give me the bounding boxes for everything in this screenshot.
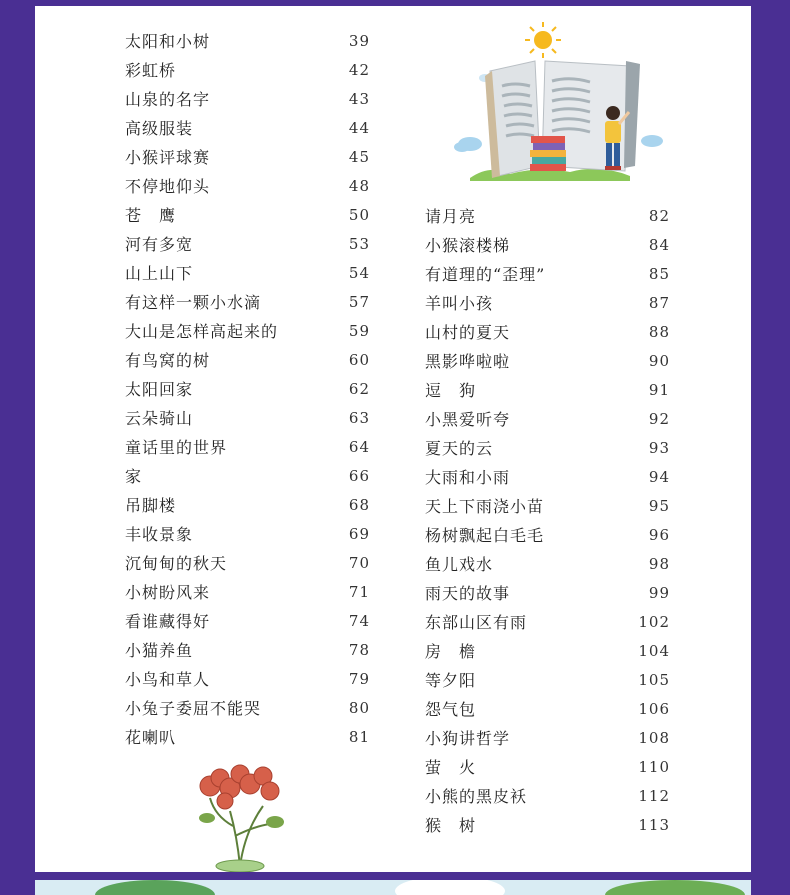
- books-stack-icon: [530, 136, 566, 171]
- toc-entry[interactable]: [125, 403, 370, 432]
- toc-entry-page-number: 105: [638, 670, 670, 689]
- toc-entry[interactable]: [425, 201, 670, 230]
- toc-entry[interactable]: [125, 635, 370, 664]
- toc-entry-title: 有道理的“歪理”: [425, 265, 546, 284]
- toc-entry[interactable]: [425, 723, 670, 752]
- toc-entry-page-number: 43: [348, 89, 370, 108]
- toc-entry[interactable]: [425, 636, 670, 665]
- toc-entry-title: 萤 火: [425, 758, 477, 777]
- toc-entry[interactable]: [425, 694, 670, 723]
- toc-entry-title: 有鸟窝的树: [125, 351, 211, 370]
- toc-right-column: [425, 201, 670, 839]
- toc-entry[interactable]: [125, 606, 370, 635]
- toc-entry-title: 云朵骑山: [125, 409, 194, 428]
- toc-entry-title: 大山是怎样高起来的: [125, 322, 279, 341]
- toc-entry-title: 天上下雨浇小苗: [425, 497, 545, 516]
- toc-entry[interactable]: [425, 230, 670, 259]
- toc-entry-page-number: 69: [348, 524, 370, 543]
- toc-entry[interactable]: [425, 607, 670, 636]
- toc-entry[interactable]: [425, 810, 670, 839]
- toc-entry[interactable]: [125, 664, 370, 693]
- toc-entry-title: 小猴滚楼梯: [425, 236, 511, 255]
- toc-entry[interactable]: [425, 520, 670, 549]
- toc-entry[interactable]: [125, 142, 370, 171]
- toc-entry-page-number: 102: [638, 612, 670, 631]
- toc-entry-title: 看谁藏得好: [125, 612, 211, 631]
- toc-entry-title: 家: [125, 467, 143, 486]
- toc-entry-page-number: 45: [348, 147, 370, 166]
- toc-entry-title: 逗 狗: [425, 381, 477, 400]
- toc-entry-title: 羊叫小孩: [425, 294, 494, 313]
- toc-entry-page-number: 59: [348, 321, 370, 340]
- toc-entry-page-number: 85: [648, 264, 670, 283]
- toc-entry-title: 丰收景象: [125, 525, 194, 544]
- toc-entry-page-number: 70: [348, 553, 370, 572]
- toc-entry[interactable]: [425, 288, 670, 317]
- toc-entry[interactable]: [125, 84, 370, 113]
- toc-entry-title: 小黑爱听夸: [425, 410, 511, 429]
- toc-entry-title: 雨天的故事: [425, 584, 511, 603]
- toc-entry-page-number: 74: [348, 611, 370, 630]
- toc-entry[interactable]: [125, 113, 370, 142]
- toc-entry-page-number: 112: [638, 786, 670, 805]
- toc-entry-page-number: 80: [348, 698, 370, 717]
- toc-entry[interactable]: [125, 229, 370, 258]
- toc-entry-page-number: 54: [348, 263, 370, 282]
- toc-entry-title: 有这样一颗小水滴: [125, 293, 262, 312]
- toc-entry-title: 大雨和小雨: [425, 468, 511, 487]
- toc-entry-page-number: 104: [638, 641, 670, 660]
- toc-entry-page-number: 60: [348, 350, 370, 369]
- toc-entry[interactable]: [425, 375, 670, 404]
- toc-entry-page-number: 66: [348, 466, 370, 485]
- toc-entry-page-number: 50: [348, 205, 370, 224]
- toc-entry[interactable]: [425, 259, 670, 288]
- toc-entry-title: 夏天的云: [425, 439, 494, 458]
- toc-entry-title: 小兔子委屈不能哭: [125, 699, 262, 718]
- toc-entry-page-number: 82: [648, 206, 670, 225]
- toc-entry[interactable]: [125, 374, 370, 403]
- toc-entry[interactable]: [425, 549, 670, 578]
- toc-entry[interactable]: [425, 404, 670, 433]
- toc-entry-title: 房 檐: [425, 642, 477, 661]
- open-book-illustration: [430, 16, 675, 191]
- toc-entry-page-number: 91: [648, 380, 670, 399]
- toc-entry[interactable]: [425, 491, 670, 520]
- toc-entry-title: 河有多宽: [125, 235, 194, 254]
- toc-entry-page-number: 113: [638, 815, 670, 834]
- toc-entry-title: 苍 鹰: [125, 206, 177, 225]
- toc-entry-title: 太阳和小树: [125, 32, 211, 51]
- toc-entry-page-number: 79: [348, 669, 370, 688]
- toc-entry-title: 东部山区有雨: [425, 613, 528, 632]
- toc-entry[interactable]: [125, 577, 370, 606]
- toc-entry-page-number: 48: [348, 176, 370, 195]
- toc-entry-page-number: 81: [348, 727, 370, 746]
- toc-entry-page-number: 64: [348, 437, 370, 456]
- toc-entry-page-number: 87: [648, 293, 670, 312]
- toc-entry[interactable]: [125, 490, 370, 519]
- toc-entry-page-number: 39: [348, 31, 370, 50]
- toc-entry[interactable]: [125, 432, 370, 461]
- toc-entry[interactable]: [125, 461, 370, 490]
- toc-entry[interactable]: [125, 55, 370, 84]
- toc-entry-title: 杨树飘起白毛毛: [425, 526, 545, 545]
- toc-entry-page-number: 99: [648, 583, 670, 602]
- toc-entry-page-number: 90: [648, 351, 670, 370]
- toc-entry[interactable]: [425, 781, 670, 810]
- toc-entry-page-number: 94: [648, 467, 670, 486]
- toc-entry-title: 怨气包: [425, 700, 477, 719]
- toc-entry[interactable]: [125, 258, 370, 287]
- geranium-flower-illustration: [185, 756, 295, 872]
- toc-entry[interactable]: [125, 316, 370, 345]
- toc-entry[interactable]: [425, 462, 670, 491]
- toc-entry-page-number: 63: [348, 408, 370, 427]
- toc-entry[interactable]: [425, 752, 670, 781]
- toc-entry-page-number: 88: [648, 322, 670, 341]
- toc-entry-title: 小猴评球赛: [125, 148, 211, 167]
- toc-entry-page-number: 96: [648, 525, 670, 544]
- toc-entry-title: 花喇叭: [125, 728, 177, 747]
- toc-entry[interactable]: [125, 722, 370, 751]
- toc-entry-title: 请月亮: [425, 207, 477, 226]
- toc-entry[interactable]: [425, 578, 670, 607]
- toc-entry-page-number: 42: [348, 60, 370, 79]
- toc-entry[interactable]: [125, 171, 370, 200]
- toc-entry[interactable]: [125, 548, 370, 577]
- toc-page: [35, 6, 751, 872]
- toc-entry-title: 等夕阳: [425, 671, 477, 690]
- toc-entry-page-number: 62: [348, 379, 370, 398]
- toc-entry-title: 不停地仰头: [125, 177, 211, 196]
- toc-entry-page-number: 71: [348, 582, 370, 601]
- toc-entry-title: 沉甸甸的秋天: [125, 554, 228, 573]
- toc-entry-title: 山上山下: [125, 264, 194, 283]
- toc-entry-page-number: 84: [648, 235, 670, 254]
- toc-entry-title: 黑影哗啦啦: [425, 352, 511, 371]
- toc-entry-page-number: 93: [648, 438, 670, 457]
- toc-entry[interactable]: [125, 287, 370, 316]
- toc-entry[interactable]: [125, 519, 370, 548]
- next-page-preview-strip: [35, 880, 751, 895]
- toc-entry-title: 山村的夏天: [425, 323, 511, 342]
- toc-entry-title: 猴 树: [425, 816, 477, 835]
- toc-entry-page-number: 110: [638, 757, 670, 776]
- toc-entry-title: 小熊的黑皮袄: [425, 787, 528, 806]
- toc-entry-title: 太阳回家: [125, 380, 194, 399]
- toc-entry-page-number: 44: [348, 118, 370, 137]
- toc-entry[interactable]: [425, 317, 670, 346]
- toc-entry-page-number: 68: [348, 495, 370, 514]
- toc-entry-title: 高级服装: [125, 119, 194, 138]
- toc-entry-title: 小狗讲哲学: [425, 729, 511, 748]
- toc-entry-page-number: 98: [648, 554, 670, 573]
- toc-entry-title: 吊脚楼: [125, 496, 177, 515]
- toc-entry[interactable]: [125, 693, 370, 722]
- toc-entry-title: 彩虹桥: [125, 61, 177, 80]
- toc-entry-title: 小鸟和草人: [125, 670, 211, 689]
- toc-entry-title: 小树盼风来: [125, 583, 211, 602]
- toc-entry-page-number: 92: [648, 409, 670, 428]
- toc-entry[interactable]: [125, 26, 370, 55]
- sun-icon: [525, 22, 561, 58]
- toc-entry-title: 山泉的名字: [125, 90, 211, 109]
- toc-entry[interactable]: [425, 433, 670, 462]
- toc-entry[interactable]: [125, 200, 370, 229]
- toc-entry[interactable]: [425, 346, 670, 375]
- toc-entry-title: 鱼儿戏水: [425, 555, 494, 574]
- toc-entry[interactable]: [125, 345, 370, 374]
- toc-left-column: [125, 26, 370, 751]
- toc-entry-page-number: 95: [648, 496, 670, 515]
- toc-entry-title: 童话里的世界: [125, 438, 228, 457]
- toc-entry[interactable]: [425, 665, 670, 694]
- toc-entry-page-number: 106: [638, 699, 670, 718]
- toc-entry-page-number: 78: [348, 640, 370, 659]
- toc-entry-title: 小猫养鱼: [125, 641, 194, 660]
- toc-entry-page-number: 53: [348, 234, 370, 253]
- toc-entry-page-number: 108: [638, 728, 670, 747]
- toc-entry-page-number: 57: [348, 292, 370, 311]
